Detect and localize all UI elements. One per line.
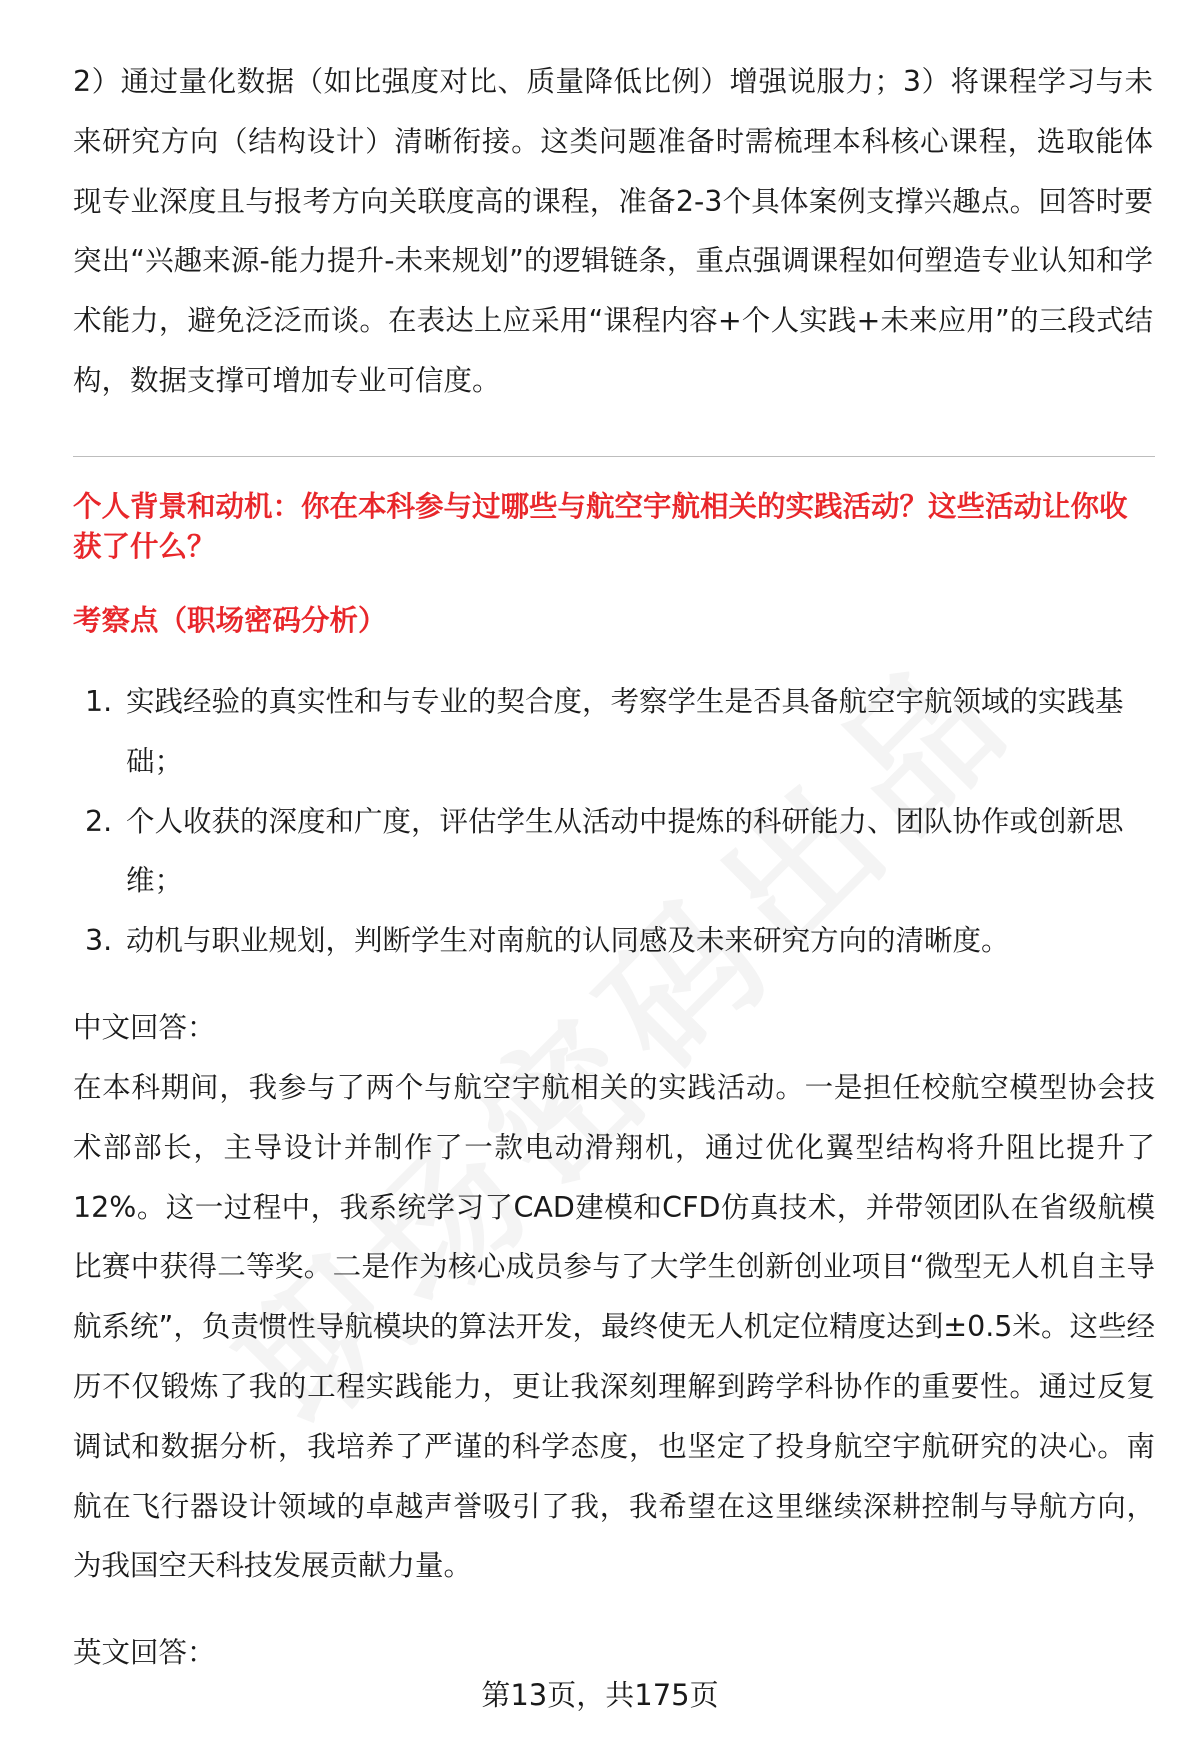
page-footer: 第13页，共175页 (481, 1678, 719, 1712)
en-answer-label: 英文回答： (73, 1636, 216, 1669)
section-divider (73, 456, 1155, 457)
assessment-points-list (73, 672, 1155, 971)
list-item (73, 672, 1155, 792)
list-number: 3. (85, 924, 113, 958)
list-item-text: 实践经验的真实性和与专业的契合度，考察学生是否具备航空宇航领域的实践基础； (126, 685, 1124, 778)
list-item (73, 792, 1155, 912)
list-item (73, 911, 1155, 971)
list-item-text: 动机与职业规划，判断学生对南航的认同感及未来研究方向的清晰度。 (126, 924, 1010, 958)
intro-paragraph: 2）通过量化数据（如比强度对比、质量降低比例）增强说服力；3）将课程学习与未来研究方向（结构设计）清晰衔接。这类问题准备时需梳理本科核心课程，选取能体现专业深度且与报考方向关联度高的课程，准备2-3个具体案例支撑兴趣点。回答时要突出“兴趣来源-能力提升-未来规划”的逻辑链条，重点强调课程如何塑造专业认知和学术能力，避免泛泛而谈。在表达上应采用“课程内容+个人实践+未来应用”的三段式结构，数据支撑可增加专业可信度。 (73, 65, 1153, 397)
zh-answer-label: 中文回答： (73, 1011, 216, 1044)
zh-answer-text: 在本科期间，我参与了两个与航空宇航相关的实践活动。一是担任校航空模型协会技术部部长，主导设计并制作了一款电动滑翔机，通过优化翼型结构将升阻比提升了12%。这一过程中，我系统学习了CAD建模和CFD仿真技术，并带领团队在省级航模比赛中获得二等奖。二是作为核心成员参与了大学生创新创业项目“微型无人机自主导航系统”，负责惯性导航模块的算法开发，最终使无人机定位精度达到±0.5米。这些经历不仅锻炼了我的工程实践能力，更让我深刻理解到跨学科协作的重要性。通过反复调试和数据分析，我培养了严谨的科学态度，也坚定了投身航空宇航研究的决心。南航在飞行器设计领域的卓越声誉吸引了我，我希望在这里继续深耕控制与导航方向，为我国空天科技发展贡献力量。 (73, 1071, 1155, 1583)
list-number: 2. (85, 804, 113, 838)
list-item-text: 个人收获的深度和广度，评估学生从活动中提炼的科研能力、团队协作或创新思维； (126, 804, 1124, 898)
assessment-subheading: 考察点（职场密码分析） (73, 604, 387, 637)
list-number: 1. (85, 685, 113, 718)
question-heading: 个人背景和动机：你在本科参与过哪些与航空宇航相关的实践活动？这些活动让你收获了什么？ (73, 490, 1128, 563)
